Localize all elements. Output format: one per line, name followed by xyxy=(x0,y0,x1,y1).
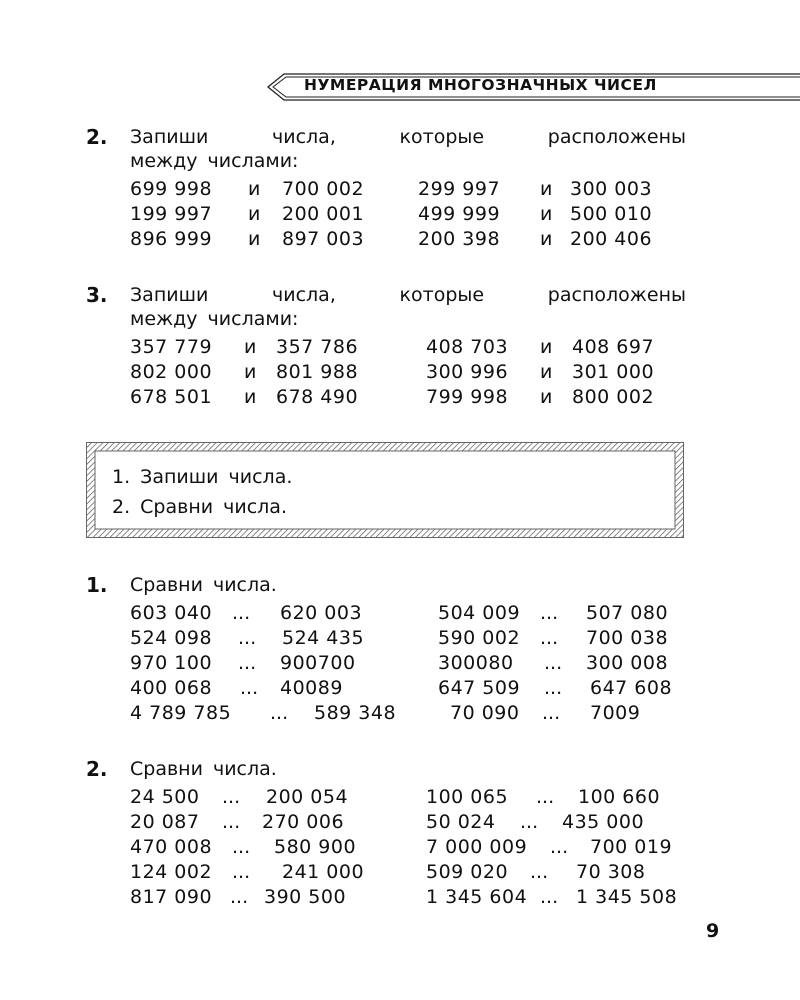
number: 124 002 xyxy=(130,861,213,883)
number: 200 398 xyxy=(418,228,501,250)
number: 647 608 xyxy=(590,677,673,699)
separator: ... xyxy=(544,677,563,699)
number: 509 020 xyxy=(426,861,509,883)
separator: ... xyxy=(222,786,241,808)
number: 408 703 xyxy=(426,336,509,358)
number: 504 009 xyxy=(438,602,521,624)
task-instruction-cont: между числами: xyxy=(130,308,299,330)
number: 50 024 xyxy=(426,811,496,833)
separator: ... xyxy=(232,836,251,858)
separator: ... xyxy=(270,702,289,724)
number: 301 000 xyxy=(572,361,655,383)
number: 200 054 xyxy=(266,786,349,808)
number: 897 003 xyxy=(282,228,365,250)
rule-item: 1. Запиши числа. xyxy=(112,466,293,488)
rule-list xyxy=(112,462,292,522)
task-instruction-cont: между числами: xyxy=(130,150,299,172)
separator: и xyxy=(540,228,553,250)
number: 802 000 xyxy=(130,361,213,383)
task-number: 2. xyxy=(86,757,108,781)
number: 24 500 xyxy=(130,786,200,808)
task-number: 2. xyxy=(86,125,108,149)
rule-box xyxy=(86,442,684,538)
separator: и xyxy=(540,361,553,383)
number: 200 406 xyxy=(570,228,653,250)
number: 357 786 xyxy=(276,336,359,358)
separator: ... xyxy=(238,627,257,649)
task-instruction: Сравни числа. xyxy=(130,758,277,780)
number: 20 087 xyxy=(130,811,200,833)
number: 40089 xyxy=(280,677,343,699)
separator: ... xyxy=(550,836,569,858)
number: 199 997 xyxy=(130,203,213,225)
task-instruction: Сравни числа. xyxy=(130,574,277,596)
task-number: 3. xyxy=(86,283,108,307)
separator: и xyxy=(540,203,553,225)
number: 620 003 xyxy=(280,602,363,624)
number: 70 308 xyxy=(576,861,646,883)
number: 200 001 xyxy=(282,203,365,225)
number: 100 660 xyxy=(578,786,661,808)
number: 100 065 xyxy=(426,786,509,808)
number: 4 789 785 xyxy=(130,702,232,724)
number: 270 006 xyxy=(262,811,345,833)
task-instruction: Запиши числа, которые расположены xyxy=(130,126,686,148)
separator: ... xyxy=(530,861,549,883)
number: 1 345 508 xyxy=(576,886,678,908)
section-title: НУМЕРАЦИЯ МНОГОЗНАЧНЫХ ЧИСЕЛ xyxy=(304,76,657,94)
separator: и xyxy=(244,336,257,358)
number: 408 697 xyxy=(572,336,655,358)
number: 500 010 xyxy=(570,203,653,225)
rule-item: 2. Сравни числа. xyxy=(112,496,287,518)
task-3-between xyxy=(86,283,686,413)
number: 299 997 xyxy=(418,178,501,200)
number: 699 998 xyxy=(130,178,213,200)
number: 800 002 xyxy=(572,386,655,408)
separator: ... xyxy=(240,677,259,699)
number: 801 988 xyxy=(276,361,359,383)
section-header xyxy=(266,72,800,102)
number: 896 999 xyxy=(130,228,213,250)
task-1-compare xyxy=(86,573,686,733)
separator: ... xyxy=(230,886,249,908)
number: 700 002 xyxy=(282,178,365,200)
separator: ... xyxy=(540,886,559,908)
number: 678 501 xyxy=(130,386,213,408)
separator: и xyxy=(540,178,553,200)
separator: ... xyxy=(232,602,251,624)
number: 300080 xyxy=(438,652,514,674)
task-2-compare xyxy=(86,757,686,917)
number: 7009 xyxy=(590,702,641,724)
task-number: 1. xyxy=(86,573,108,597)
separator: ... xyxy=(544,652,563,674)
number: 647 509 xyxy=(438,677,521,699)
number: 300 003 xyxy=(570,178,653,200)
number: 799 998 xyxy=(426,386,509,408)
number: 580 900 xyxy=(274,836,357,858)
separator: ... xyxy=(540,602,559,624)
task-2-between xyxy=(86,125,686,255)
separator: ... xyxy=(232,861,251,883)
separator: ... xyxy=(536,786,555,808)
separator: и xyxy=(248,178,261,200)
separator: ... xyxy=(520,811,539,833)
number: 300 996 xyxy=(426,361,509,383)
number: 817 090 xyxy=(130,886,213,908)
separator: и xyxy=(244,361,257,383)
number: 241 000 xyxy=(282,861,365,883)
task-instruction: Запиши числа, которые расположены xyxy=(130,284,686,306)
separator: ... xyxy=(542,702,561,724)
number: 357 779 xyxy=(130,336,213,358)
separator: и xyxy=(244,386,257,408)
number: 700 019 xyxy=(590,836,673,858)
separator: и xyxy=(540,386,553,408)
number: 300 008 xyxy=(586,652,669,674)
separator: ... xyxy=(540,627,559,649)
number: 1 345 604 xyxy=(426,886,528,908)
number: 524 435 xyxy=(282,627,365,649)
separator: и xyxy=(540,336,553,358)
number: 603 040 xyxy=(130,602,213,624)
separator: и xyxy=(248,228,261,250)
number: 7 000 009 xyxy=(426,836,528,858)
number: 435 000 xyxy=(562,811,645,833)
number: 524 098 xyxy=(130,627,213,649)
separator: ... xyxy=(222,811,241,833)
number: 700 038 xyxy=(586,627,669,649)
page-number: 9 xyxy=(706,920,720,942)
number: 470 008 xyxy=(130,836,213,858)
number: 678 490 xyxy=(276,386,359,408)
separator: ... xyxy=(238,652,257,674)
number: 400 068 xyxy=(130,677,213,699)
number: 70 090 xyxy=(450,702,520,724)
number: 507 080 xyxy=(586,602,669,624)
number: 970 100 xyxy=(130,652,213,674)
number: 390 500 xyxy=(264,886,347,908)
number: 590 002 xyxy=(438,627,521,649)
number: 499 999 xyxy=(418,203,501,225)
separator: и xyxy=(248,203,261,225)
number: 900700 xyxy=(280,652,356,674)
number: 589 348 xyxy=(314,702,397,724)
